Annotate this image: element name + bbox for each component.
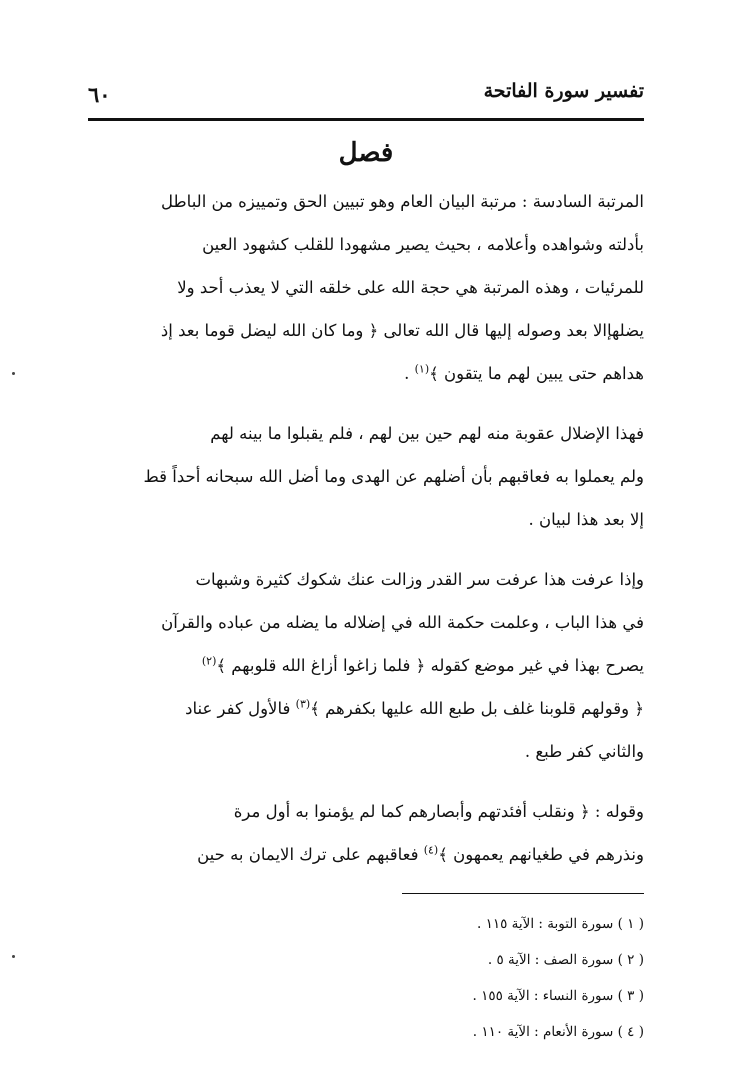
text-line bbox=[96, 352, 644, 395]
text-line: وقوله : ﴿ ونقلب أفئدتهم وأبصارهم كما لم يؤمنوا به أول مرة bbox=[233, 802, 644, 821]
page-number: ٦٠ bbox=[88, 82, 111, 107]
text-line: في هذا الباب ، وعلمت حكمة الله في إضلاله ما يضله من عباده والقرآن bbox=[161, 613, 644, 632]
footnote-rule bbox=[402, 893, 644, 894]
text-segment: هداهم حتى يبين لهم ما يتقون ﴾ bbox=[429, 364, 644, 383]
text-line: فهذا الإضلال عقوبة منه لهم حين بين لهم ، فلم يقبلوا ما بينه لهم bbox=[210, 424, 644, 443]
text-segment: ونذرهم في طغيانهم يعمهون ﴾ bbox=[438, 845, 644, 864]
footnote-ref-3: (٣) bbox=[295, 697, 311, 711]
header-rule bbox=[88, 118, 644, 121]
text-line: بأدلته وشواهده وأعلامه ، بحيث يصير مشهودا للقلب كشهود العين bbox=[202, 235, 644, 254]
text-segment: ﴿ وقولهم قلوبنا غلف بل طبع الله عليها بكفرهم ﴾ bbox=[310, 699, 644, 718]
section-title: فصل bbox=[338, 138, 394, 168]
paragraph-1 bbox=[96, 180, 644, 395]
text-line: يضلهإالا بعد وصوله إليها قال الله تعالى ﴿ وما كان الله ليضل قوما بعد إذ bbox=[160, 321, 644, 340]
footnote-ref-4: (٤) bbox=[423, 843, 439, 857]
footnote-item: ( ٤ ) سورة الأنعام : الآية ١١٠ . bbox=[472, 1024, 644, 1040]
footnote-item: ( ٣ ) سورة النساء : الآية ١٥٥ . bbox=[472, 988, 644, 1004]
text-line: إلا بعد هذا لبيان . bbox=[528, 510, 644, 529]
text-line: ولم يعملوا به فعاقبهم بأن أضلهم عن الهدى وما أضل الله سبحانه أحداً قط bbox=[143, 467, 644, 486]
text-line: المرتبة السادسة : مرتبة البيان العام وهو تبيين الحق وتمييزه من الباطل bbox=[161, 192, 644, 211]
text-line: وإذا عرفت هذا عرفت سر القدر وزالت عنك شكوك كثيرة وشبهات bbox=[195, 570, 644, 589]
scan-speck bbox=[12, 372, 15, 375]
text-segment: يصرح بهذا في غير موضع كقوله ﴿ فلما زاغوا أزاغ الله قلوبهم ﴾ bbox=[216, 656, 644, 675]
book-title: تفسير سورة الفاتحة bbox=[483, 80, 644, 102]
text-segment: . bbox=[404, 364, 415, 383]
paragraph-4 bbox=[96, 790, 644, 876]
text-line bbox=[96, 687, 644, 730]
text-line: والثاني كفر طبع . bbox=[524, 742, 644, 761]
scan-speck bbox=[12, 955, 15, 958]
footnote-ref-1: (١) bbox=[414, 362, 430, 376]
text-line bbox=[96, 833, 644, 876]
text-line: للمرئيات ، وهذه المرتبة هي حجة الله على خلقه التي لا يعذب أحد ولا bbox=[177, 278, 644, 297]
paragraph-3 bbox=[96, 558, 644, 773]
text-segment: فالأول كفر عناد bbox=[185, 699, 296, 718]
text-segment: فعاقبهم على ترك الايمان به حين bbox=[197, 845, 424, 864]
text-line bbox=[96, 644, 644, 687]
footnotes bbox=[344, 906, 644, 1050]
paragraph-2 bbox=[96, 412, 644, 541]
body-text bbox=[96, 180, 644, 893]
footnote-item: ( ٢ ) سورة الصف : الآية ٥ . bbox=[487, 952, 644, 968]
footnote-item: ( ١ ) سورة التوبة : الآية ١١٥ . bbox=[477, 916, 644, 932]
footnote-ref-2: (٢) bbox=[201, 654, 217, 668]
running-header bbox=[88, 78, 644, 112]
